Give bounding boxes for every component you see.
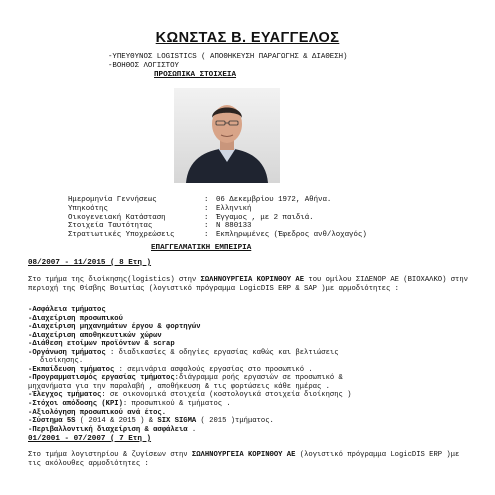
duty-item: -Στόχοι απόδοσης (KPI): προσωπικού & τμήματος .: [28, 400, 231, 409]
duty-item: -Εκπαίδευση τμήματος : σεμινάρια ασφαλούς εργασίας στο προσωπικό .: [28, 365, 313, 374]
job-period: 01/2001 - 07/2007 ( 7 Ετη ): [28, 435, 152, 443]
role-line: -ΒΟΗΘΟΣ ΛΟΓΙΣΤΟΥ: [108, 61, 179, 70]
roles-block: [108, 53, 348, 70]
info-value: Έγγαμος , με 2 παιδιά.: [216, 213, 314, 222]
portrait-image: [174, 88, 280, 183]
duty-item: -Διαχείριση προσωπικού: [28, 314, 123, 323]
duty-item: -Ασφάλεια τμήματος: [28, 306, 106, 314]
info-label: Οικογενειακή Κατάσταση: [68, 213, 166, 222]
duty-item-continuation: διοίκησης.: [40, 357, 84, 366]
duty-item: -Περιβαλλοντική διαχείριση & ασφάλεια .: [28, 425, 197, 434]
duty-item: -Διάθεση ετοίμων προϊόντων & scrap: [28, 340, 175, 349]
info-row: Στοιχεία Ταυτότητας : Ν 880133: [68, 222, 252, 231]
experience-section-title: ΕΠΑΓΓΕΛΜΑΤΙΚΗ ΕΜΠΕΙΡΙΑ: [151, 244, 252, 252]
info-row: Ημερομηνία Γεννήσεως : 06 Δεκεμβρίου 1972, Αθήνα.: [68, 196, 332, 204]
duty-item: -Αξιολόγηση προσωπικού ανά έτος.: [28, 408, 167, 417]
person-name: ΚΩΝΣΤΑΣ Β. ΕΥΑΓΓΕΛΟΣ: [155, 30, 340, 46]
duty-item: -Οργάνωση τμήματος : διαδικασίες & οδηγίες εργασίας καθώς και βελτιώσεις: [28, 348, 339, 357]
info-value: Εκπληρωμένες (Έφεδρος ανθ/λοχαγός): [216, 231, 367, 240]
info-label: Ημερομηνία Γεννήσεως: [68, 196, 157, 204]
personal-section-title: ΠΡΟΣΩΠΙΚΑ ΣΤΟΙΧΕΙΑ: [154, 71, 237, 79]
company-name: ΣΩΛΗΝΟΥΡΓΕΙΑ ΚΟΡΙΝΘΟΥ ΑΕ: [200, 276, 305, 284]
duty-item: -Προγραμματισμός εργασίας τμήματος:διάγραμμα ροής εργασιών σε προσωπικό &: [28, 374, 343, 383]
info-label: Στοιχεία Ταυτότητας: [68, 222, 153, 231]
info-label: Υπηκοότης: [68, 204, 108, 213]
info-value: 06 Δεκεμβρίου 1972, Αθήνα.: [216, 196, 332, 204]
info-value: Ελληνική: [216, 204, 252, 213]
duty-item: -Έλεγχος τμήματος: σε οικονομικά στοιχεία (κοστολογικά στοιχεία διοίκησης ): [28, 391, 352, 400]
duty-item-continuation: μηχανήματα για την παραλαβή , αποθήκευση & τις φορτώσεις κάθε ημέρας .: [28, 382, 330, 391]
info-label: Στρατιωτικές Υποχρεώσεις: [68, 231, 175, 240]
info-row: Οικογενειακή Κατάσταση : Έγγαμος , με 2 παιδιά.: [68, 213, 314, 222]
info-row: Υπηκοότης : Ελληνική: [68, 204, 252, 213]
profile-photo: [174, 88, 280, 183]
job-intro: Στο τμήμα λογιστηρίου & ζυγίσεων στην ΣΩΛΗΝΟΥΡΓΕΙΑ ΚΟΡΙΝΘΟΥ ΑΕ (λογιστικό πρόγραμμα LogicDIS ERP )με τις ακόλουθες αρμοδιότητες :: [28, 451, 460, 468]
info-row: Στρατιωτικές Υποχρεώσεις : Εκπληρωμένες (Έφεδρος ανθ/λοχαγός): [68, 231, 367, 240]
job-intro: Στο τμήμα της διοίκησης(logistics) στην ΣΩΛΗΝΟΥΡΓΕΙΑ ΚΟΡΙΝΘΟΥ ΑΕ του ομίλου ΣΙΔΕΝΟΡ ΑΕ (ΒΙΟΧΑΛΚΟ) στην περιοχή της Θίσβης Βοιωτίας (λογιστικό πρόγραμμα LogicDIS ERP & SAP )με αρμοδιότητες :: [28, 276, 468, 293]
company-name: ΣΩΛΗΝΟΥΡΓΕΙΑ ΚΟΡΙΝΘΟΥ ΑΕ: [191, 451, 296, 459]
role-line: -ΥΠΕΥΘΥΝΟΣ LOGISTICS ( ΑΠΟΘΗΚΕΥΣΗ ΠΑΡΑΓΩΓΗΣ & ΔΙΑΘΕΣΗ): [108, 53, 348, 61]
duties-list: [28, 306, 473, 434]
info-value: Ν 880133: [216, 222, 252, 231]
duty-item: -Διαχείριση αποθηκευτικών χώρων: [28, 331, 162, 340]
personal-info: [68, 196, 367, 240]
duty-item: -Διαχείριση μηχανημάτων έργου & φορτηγών: [28, 323, 201, 332]
job-period: 08/2007 - 11/2015 ( 8 Ετη ): [28, 259, 152, 267]
duty-item: -Σύστημα 5S ( 2014 & 2015 ) & SIX SIGMA ( 2015 )τμήματος.: [28, 417, 274, 426]
